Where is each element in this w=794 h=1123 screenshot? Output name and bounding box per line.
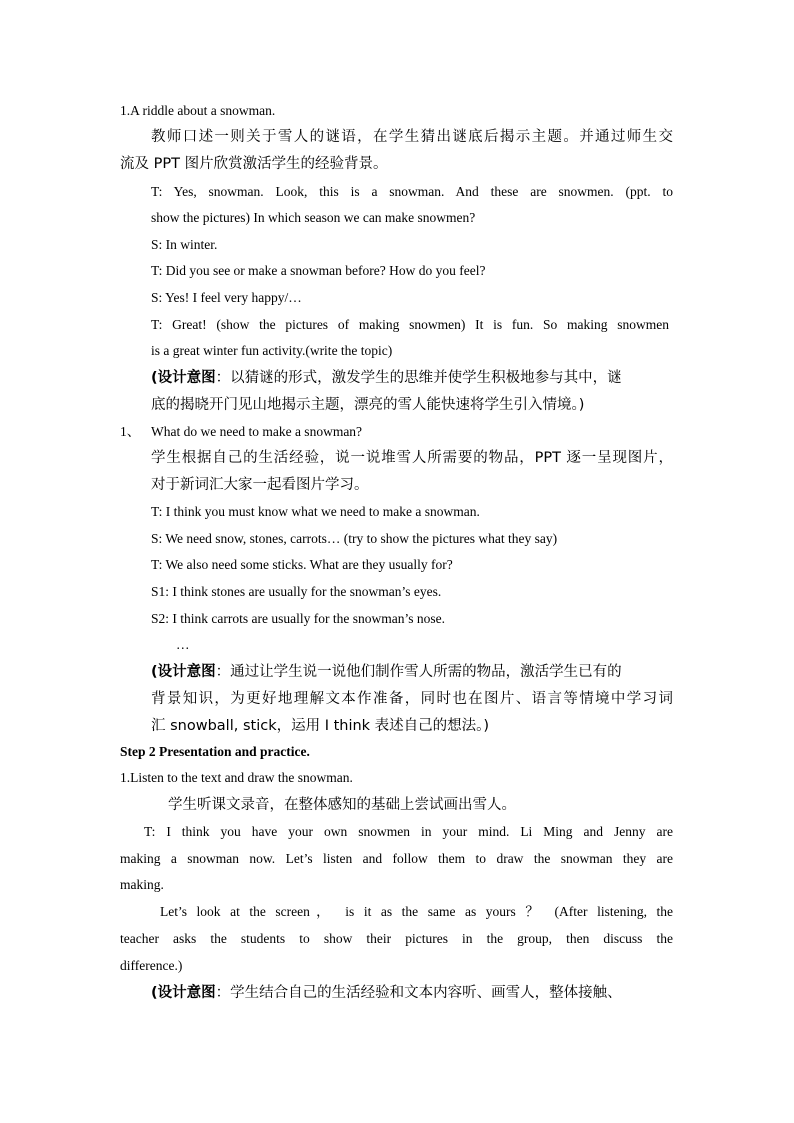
design-intent-2-line-3: 汇 snowball, stick，运用 I think 表述自己的想法。) <box>151 718 490 734</box>
dialogue-1-line-4: T: Did you see or make a snowman before? How do you feel? <box>151 263 486 278</box>
dialogue-1-line-7: is a great winter fun activity.(write the topic) <box>151 343 393 358</box>
dialogue-2-line-5: S2: I think carrots are usually for the snowman’s nose. <box>151 611 445 626</box>
question-heading: What do we need to make a snowman? <box>151 424 363 439</box>
design-intent-3-text: ：学生结合自己的生活经验和文本内容听、画雪人，整体接触、 <box>215 985 622 1001</box>
riddle-heading: 1.A riddle about a snowman. <box>120 103 276 118</box>
dialogue-1-line-3: S: In winter. <box>151 237 218 252</box>
dialogue-2-ellipsis: … <box>176 637 190 652</box>
design-intent-2-text: ：通过让学生说一说他们制作雪人所需的物品，激活学生已有的 <box>215 664 622 680</box>
design-intent-1-line-1 <box>151 368 673 388</box>
question-intro-line-2: 对于新词汇大家一起看图片学习。 <box>151 477 369 493</box>
paragraph-2-line-3: difference.) <box>120 958 183 973</box>
design-intent-2-label: (设计意图 <box>151 664 216 680</box>
paragraph-1-line-3: making. <box>120 877 164 892</box>
dialogue-1-line-2: show the pictures) In which season we can make snowmen? <box>151 210 476 225</box>
paragraph-2-line-2: teacher asks the students to show their pictures in the group, then discuss the <box>120 931 673 946</box>
riddle-intro-line-2: 流及 PPT 图片欣赏激活学生的经验背景。 <box>120 156 388 172</box>
listen-intro: 学生听课文录音，在整体感知的基础上尝试画出雪人。 <box>168 797 516 813</box>
dialogue-2-line-4: S1: I think stones are usually for the snowman’s eyes. <box>151 584 442 599</box>
design-intent-1-text: ：以猜谜的形式，激发学生的思维并使学生积极地参与其中，谜 <box>215 370 622 386</box>
dialogue-2-line-3: T: We also need some sticks. What are they usually for? <box>151 557 453 572</box>
riddle-intro-line-1: 教师口述一则关于雪人的谜语，在学生猜出谜底后揭示主题。并通过师生交 <box>151 129 673 145</box>
dialogue-1-line-5: S: Yes! I feel very happy/… <box>151 290 302 305</box>
design-intent-2-line-1 <box>151 662 673 682</box>
design-intent-1-line-2: 底的揭晓开门见山地揭示主题，漂亮的雪人能快速将学生引入情境。) <box>151 397 585 413</box>
dialogue-1-line-6: T: Great! (show the pictures of making snowmen) It is fun. So making snowmen <box>151 317 669 332</box>
design-intent-2-line-2: 背景知识，为更好地理解文本作准备，同时也在图片、语言等情境中学习词 <box>151 691 673 707</box>
design-intent-3-label: (设计意图 <box>151 985 216 1001</box>
question-number: 1、 <box>120 424 141 439</box>
question-intro-line-1: 学生根据自己的生活经验，说一说堆雪人所需要的物品，PPT 逐一呈现图片， <box>151 450 673 466</box>
design-intent-1-label: (设计意图 <box>151 370 216 386</box>
paragraph-1-line-2: making a snowman now. Let’s listen and follow them to draw the snowman they are <box>120 851 673 866</box>
dialogue-2-line-1: T: I think you must know what we need to make a snowman. <box>151 504 480 519</box>
design-intent-3-line-1 <box>151 983 673 1003</box>
paragraph-1-line-1: T: I think you have your own snowmen in your mind. Li Ming and Jenny are <box>144 824 673 839</box>
dialogue-1-line-1: T: Yes, snowman. Look, this is a snowman. And these are snowmen. (ppt. to <box>151 184 673 199</box>
paragraph-2-line-1: Let’s look at the screen， is it as the same as yours ？ (After listening, the <box>160 904 673 919</box>
listen-heading: 1.Listen to the text and draw the snowman. <box>120 770 353 785</box>
dialogue-2-line-2: S: We need snow, stones, carrots… (try to show the pictures what they say) <box>151 531 558 546</box>
step-2-heading: Step 2 Presentation and practice. <box>120 744 310 759</box>
